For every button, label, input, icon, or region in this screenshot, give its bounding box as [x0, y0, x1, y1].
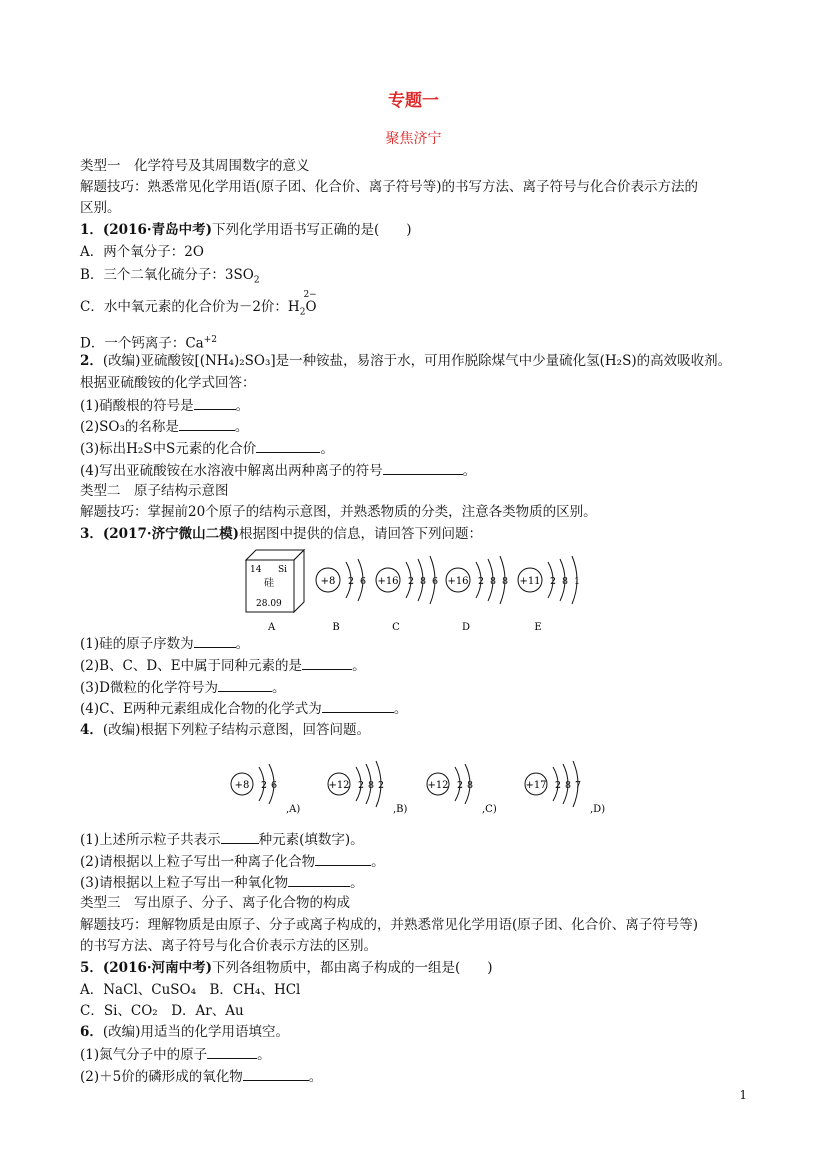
- q4-part1: [80, 830, 364, 849]
- q2-part2-text: (2)SO₃的名称是: [80, 419, 179, 435]
- label-a: A: [268, 622, 276, 633]
- q3-part4-end: 。: [393, 701, 408, 717]
- q5-stem: [80, 959, 493, 977]
- q1-option-c-o: O: [305, 299, 317, 315]
- q6-text: (改编)用适当的化学用语填空。: [102, 1024, 289, 1040]
- q2-stem: [80, 352, 731, 370]
- answer-blank[interactable]: [221, 830, 259, 844]
- type1-heading: 类型一 化学符号及其周围数字的意义: [80, 158, 310, 174]
- electron-count: 8: [467, 780, 474, 791]
- q4-part2-end: 。: [371, 854, 385, 870]
- element-name: 硅: [264, 578, 274, 589]
- answer-blank[interactable]: [194, 634, 236, 648]
- q3-part4: [80, 699, 407, 718]
- electron-count: 6: [432, 576, 439, 587]
- electron-count: 8: [562, 576, 569, 587]
- answer-blank[interactable]: [207, 1045, 257, 1059]
- q4-part1-text: (1)上述所示粒子共表示: [80, 832, 221, 848]
- electron-count: 8: [502, 576, 509, 587]
- electron-count: 2: [478, 576, 485, 587]
- electron-count: 7: [575, 780, 582, 791]
- element-symbol: Si: [278, 565, 288, 575]
- q6-part1-text: (1)氮气分子中的原子: [80, 1047, 208, 1063]
- nucleus-charge: +17: [525, 780, 547, 791]
- type3-tip-line2: 的书写方法、离子符号与化合价表示方法的区别。: [80, 938, 377, 954]
- q3-atom-1: [376, 556, 438, 633]
- q3-number: 3．: [80, 526, 103, 542]
- q2-part3-text: (3)标出H₂S中S元素的化合价: [80, 441, 257, 457]
- electron-count: 6: [360, 576, 367, 587]
- atom-label: D: [461, 622, 471, 633]
- q6-stem: [80, 1023, 289, 1041]
- q4-part3: [80, 873, 364, 892]
- q2-text: (改编)亚硫酸铵[(NH₄)₂SO₃]是一种铵盐，易溶于水，可用作脱除煤气中少量硫化氢(H₂S)的高效吸收剂。: [102, 353, 732, 369]
- q4-part3-end: 。: [350, 875, 364, 891]
- electron-count: 2: [550, 576, 557, 587]
- q6-part1: [80, 1045, 271, 1064]
- electron-count: 1: [574, 576, 581, 587]
- answer-blank[interactable]: [322, 699, 394, 713]
- q1-option-b-sub: 2: [253, 275, 260, 286]
- electron-count: 2: [408, 576, 415, 587]
- q1-option-d-sup: +2: [203, 335, 217, 345]
- q2-part2: [80, 417, 248, 436]
- q1-option-c-valence: 2−: [303, 290, 317, 300]
- q3-atom-2: [446, 556, 508, 633]
- q4-atom-1: [328, 761, 408, 815]
- answer-blank[interactable]: [302, 656, 352, 670]
- q1-option-d: [80, 331, 217, 353]
- answer-blank[interactable]: [194, 396, 236, 410]
- q4-atom-diagrams: [231, 761, 605, 815]
- q2-part1-text: (1)硝酸根的符号是: [80, 398, 194, 414]
- electron-count: 8: [420, 576, 427, 587]
- q1-option-b-text: B．三个二氧化硫分子：3SO: [80, 267, 254, 283]
- q2-part3-end: 。: [320, 441, 334, 457]
- q3-part3-text: (3)D微粒的化学符号为: [80, 680, 218, 696]
- type2-heading: 类型二 原子结构示意图: [80, 483, 229, 499]
- q4-text: (改编)根据下列粒子结构示意图，回答问题。: [102, 722, 370, 738]
- q4-atom-3: [525, 761, 605, 815]
- nucleus-charge: +11: [519, 576, 541, 587]
- q6-part2-end: 。: [308, 1069, 323, 1085]
- nucleus-charge: +8: [234, 780, 250, 791]
- atom-label: E: [534, 622, 542, 633]
- q3-text: 根据图中提供的信息，请回答下列问题：: [238, 526, 482, 542]
- atom-label: ,C): [482, 804, 497, 815]
- q4-part3-text: (3)请根据以上粒子写出一种氧化物: [80, 875, 289, 891]
- answer-blank[interactable]: [218, 678, 272, 692]
- q5-options-cd: C．Si、CO₂ D．Ar、Au: [80, 1003, 244, 1019]
- q1-stem: [80, 221, 412, 239]
- q1-option-c-sub: 2: [299, 307, 306, 318]
- electron-count: 8: [368, 780, 375, 791]
- q3-atom-diagrams: [316, 556, 580, 633]
- nucleus-charge: +12: [427, 780, 449, 791]
- page-title: 专题一: [388, 91, 439, 111]
- q4-part2-text: (2)请根据以上粒子写出一种离子化合物: [80, 854, 316, 870]
- page-subtitle: 聚焦济宁: [385, 131, 442, 147]
- q4-number: 4．: [80, 722, 103, 738]
- q3-part3-end: 。: [271, 680, 286, 696]
- q6-part2: [80, 1067, 322, 1086]
- q1-source: (2016·青岛中考): [102, 222, 212, 238]
- answer-blank[interactable]: [383, 461, 463, 475]
- type1-tip-line1: 解题技巧：熟悉常见化学用语(原子团、化合价、离子符号等)的书写方法、离子符号与化合价表示方法的: [80, 179, 699, 195]
- q4-stem: [80, 721, 370, 739]
- q3-part4-text: (4)C、E两种元素组成化合物的化学式为: [80, 701, 322, 717]
- q6-part2-text: (2)＋5价的磷形成的氧化物: [80, 1069, 243, 1085]
- element-cell-si: [246, 550, 304, 612]
- q2-part1-end: 。: [235, 398, 250, 414]
- answer-blank[interactable]: [243, 1067, 309, 1081]
- atom-label: ,D): [590, 804, 606, 815]
- answer-blank[interactable]: [179, 417, 235, 431]
- answer-blank[interactable]: [288, 873, 350, 887]
- q1-option-c-text: C．水中氧元素的化合价为－2价：H: [80, 299, 300, 315]
- q3-atom-0: [316, 559, 366, 633]
- q5-text: 下列各组物质中，都由离子构成的一组是( ): [211, 960, 493, 976]
- q2-part4-end: 。: [462, 463, 477, 479]
- electron-count: 2: [378, 780, 385, 791]
- q3-stem: [80, 525, 482, 543]
- q1-number: 1．: [80, 222, 103, 238]
- q1-option-a: A．两个氧分子：2O: [80, 244, 204, 260]
- nucleus-charge: +16: [377, 576, 399, 587]
- q4-part1-end: 种元素(填数字)。: [258, 832, 364, 848]
- type3-heading: 类型三 写出原子、分子、离子化合物的构成: [80, 895, 350, 911]
- q1-option-c-oxygen: [303, 290, 317, 316]
- q3-source: (2017·济宁微山二模): [102, 526, 239, 542]
- answer-blank[interactable]: [256, 439, 320, 453]
- q2-line2: 根据亚硫酸铵的化学式回答：: [80, 375, 256, 391]
- q2-part1: [80, 396, 249, 415]
- nucleus-charge: +16: [447, 576, 469, 587]
- q3-figure: [240, 546, 590, 634]
- electron-count: 6: [271, 780, 278, 791]
- electron-count: 2: [555, 780, 562, 791]
- q3-part2-text: (2)B、C、D、E中属于同种元素的是: [80, 658, 303, 674]
- q2-part3: [80, 439, 334, 458]
- page-number: 1: [739, 1088, 747, 1102]
- q6-number: 6．: [80, 1024, 103, 1040]
- q3-part2-end: 。: [352, 658, 366, 674]
- type2-tip: 解题技巧：掌握前20个原子的结构示意图，并熟悉物质的分类，注意各类物质的区别。: [80, 504, 597, 520]
- atom-label: B: [332, 622, 340, 633]
- q5-number: 5．: [80, 960, 103, 976]
- type1-tip-line2: 区别。: [80, 200, 121, 216]
- electron-count: 8: [565, 780, 572, 791]
- q1-option-c: [80, 290, 317, 322]
- type3-tip-line1: 解题技巧：理解物质是由原子、分子或离子构成的，并熟悉常见化学用语(原子团、化合价、离子符号等): [80, 917, 699, 933]
- element-mass: 28.09: [256, 599, 282, 609]
- q4-figure: [220, 748, 610, 826]
- atom-label: C: [392, 622, 400, 633]
- q3-part3: [80, 678, 285, 697]
- electron-count: 2: [358, 780, 365, 791]
- q4-part2: [80, 852, 385, 871]
- q2-number: 2．: [80, 353, 103, 369]
- q1-option-d-text: D．一个钙离子：Ca: [80, 335, 204, 352]
- electron-count: 8: [490, 576, 497, 587]
- q3-part2: [80, 656, 366, 675]
- q3-part1-text: (1)硅的原子序数为: [80, 636, 194, 652]
- nucleus-charge: +12: [328, 780, 350, 791]
- nucleus-charge: +8: [320, 576, 336, 587]
- q3-atom-3: [518, 556, 580, 633]
- electron-count: 2: [457, 780, 464, 791]
- q2-part4: [80, 461, 476, 480]
- answer-blank[interactable]: [315, 852, 371, 866]
- electron-count: 2: [261, 780, 268, 791]
- q3-part1-end: 。: [235, 636, 250, 652]
- q5-options-ab: A．NaCl、CuSO₄ B．CH₄、HCl: [80, 982, 301, 998]
- q1-option-b: [80, 266, 260, 290]
- q4-atom-0: [231, 764, 300, 815]
- q6-part1-end: 。: [257, 1047, 271, 1063]
- element-number: 14: [250, 565, 262, 575]
- q3-part1: [80, 634, 249, 653]
- q5-source: (2016·河南中考): [102, 960, 212, 976]
- q2-part4-text: (4)写出亚硫酸铵在水溶液中解离出两种离子的符号: [80, 463, 383, 479]
- q1-text: 下列化学用语书写正确的是( ): [211, 222, 412, 238]
- atom-label: ,B): [393, 804, 408, 815]
- q4-atom-2: [427, 764, 497, 815]
- atom-label: ,A): [286, 804, 301, 815]
- electron-count: 2: [348, 576, 355, 587]
- q2-part2-end: 。: [234, 419, 249, 435]
